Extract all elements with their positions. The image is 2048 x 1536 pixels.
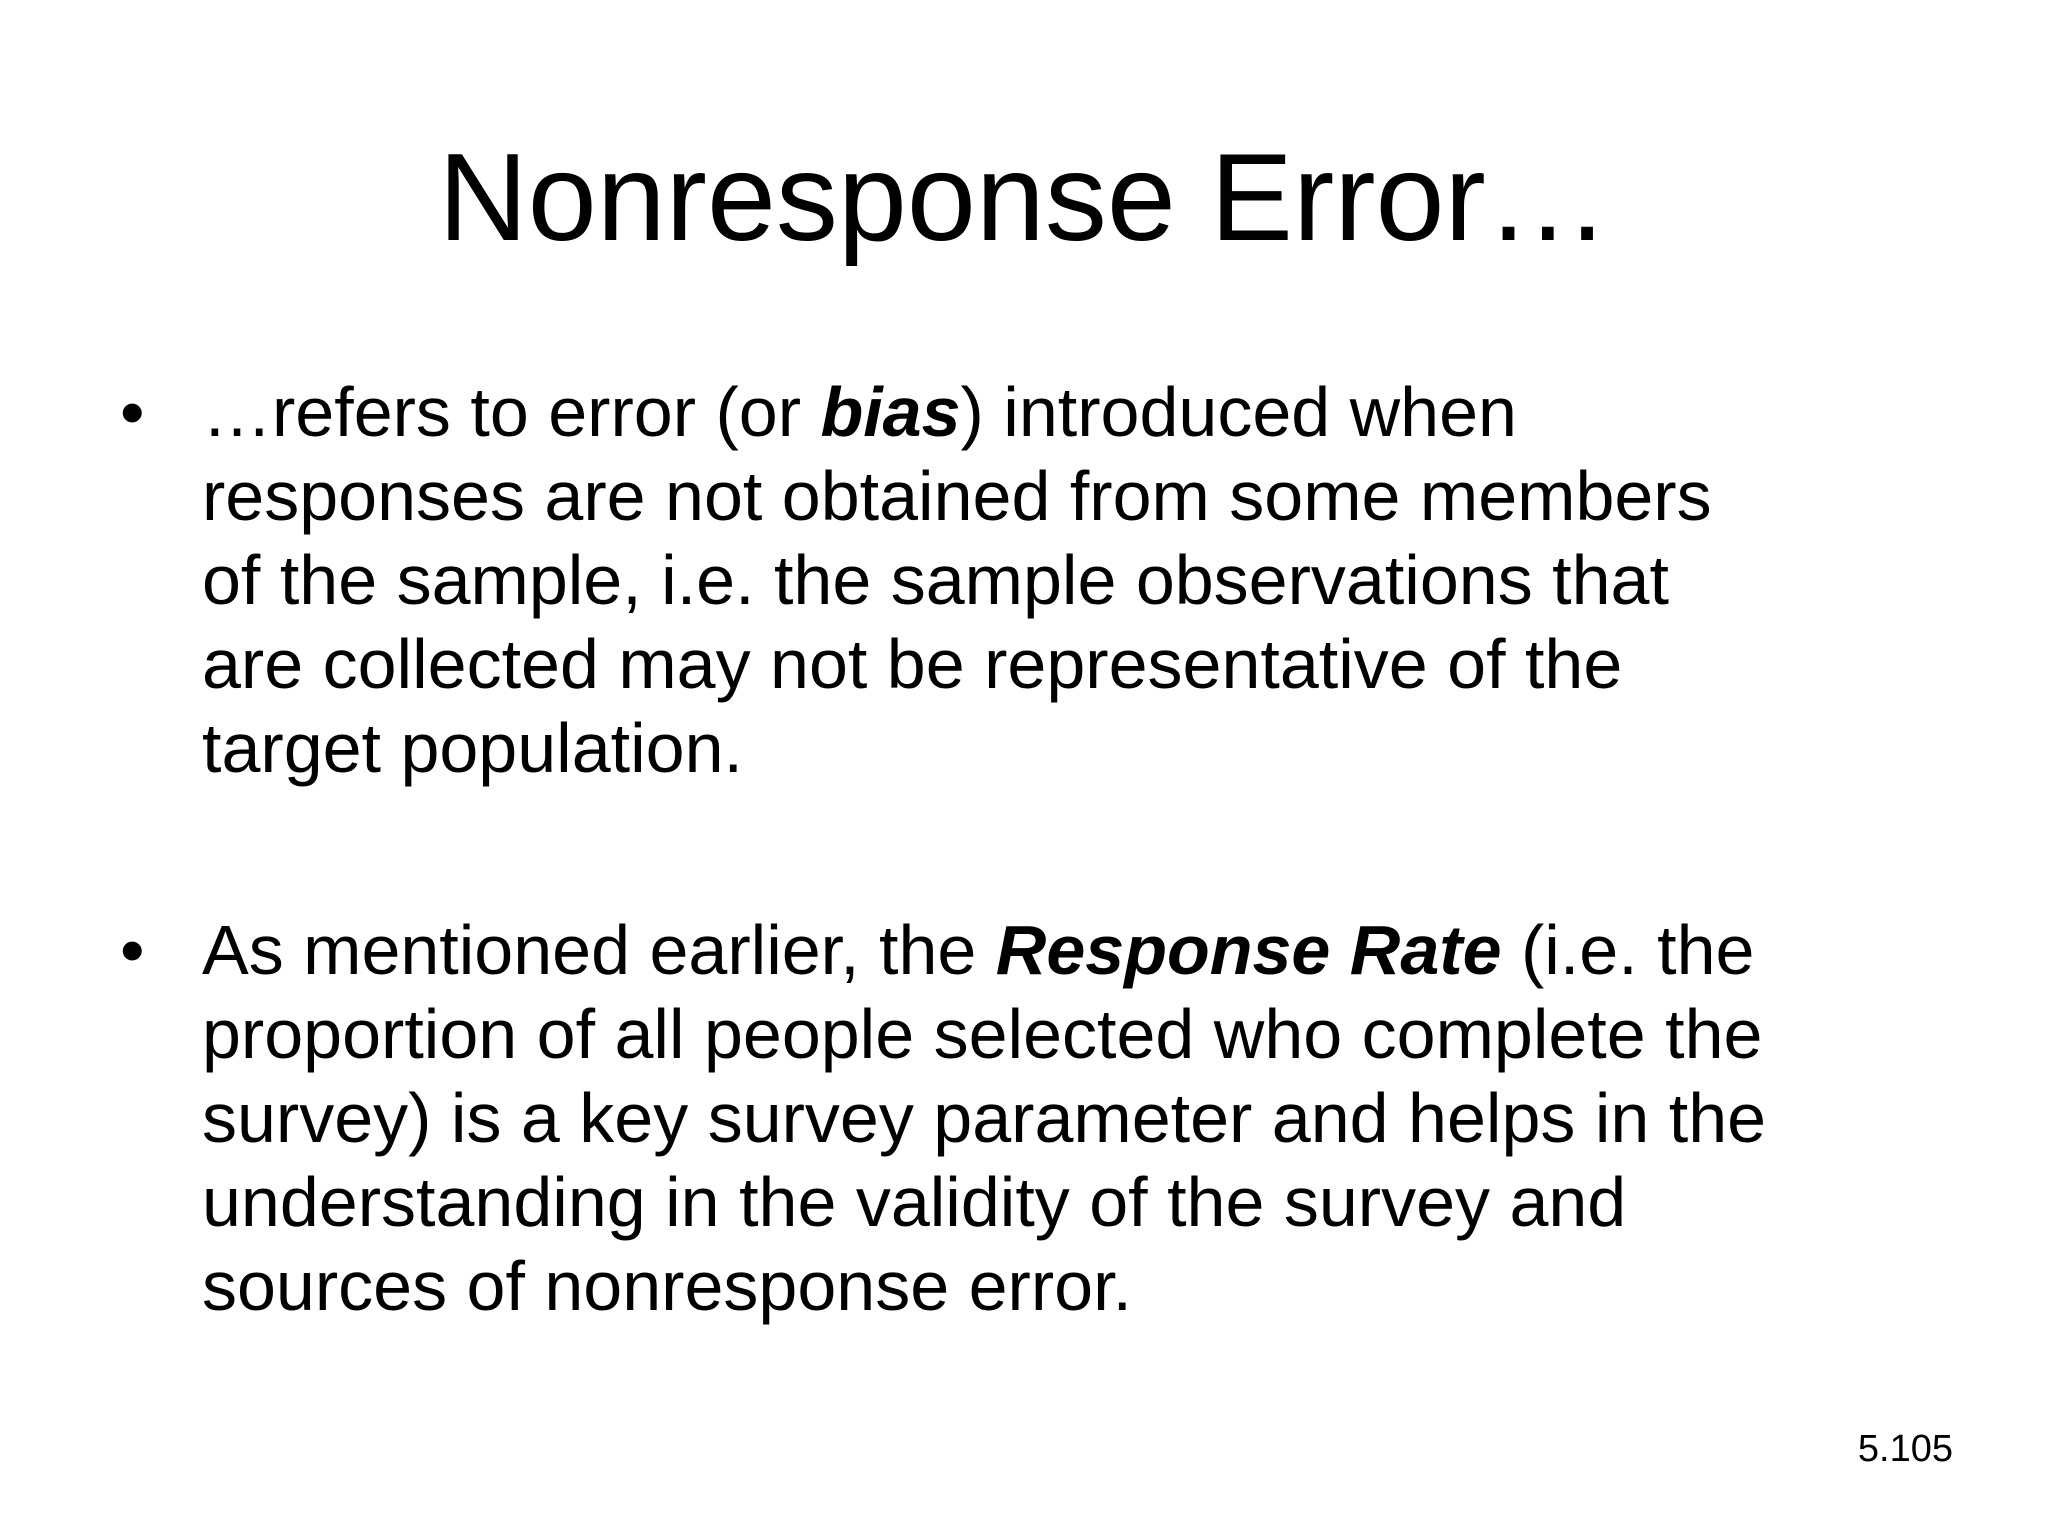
emphasized-term: bias (820, 373, 961, 451)
bullet-line: sources of nonresponse error. (202, 1247, 1132, 1325)
bullet-item-response-rate (120, 908, 1980, 1328)
bullet-line: target population. (202, 709, 743, 787)
bullet-line: of the sample, i.e. the sample observations that (202, 541, 1669, 619)
bullet-item-definition (120, 370, 1980, 790)
text-run: …refers to error (or (202, 373, 821, 451)
bullet-line (202, 370, 1980, 454)
text-run: As mentioned earlier, the (202, 911, 996, 989)
bullet-line: understanding in the validity of the survey and (202, 1163, 1627, 1241)
slide-title: Nonresponse Error… (438, 129, 1610, 267)
bullet-line: proportion of all people selected who complete the (202, 995, 1763, 1073)
bullet-line: are collected may not be representative of the (202, 625, 1623, 703)
bullet-line: survey) is a key survey parameter and helps in the (202, 1079, 1767, 1157)
bullet-icon: • (120, 373, 145, 451)
bullet-list (120, 370, 1980, 1328)
slide-number: 5.105 (1857, 1428, 1953, 1470)
bullet-line: responses are not obtained from some members (202, 457, 1712, 535)
bullet-icon: • (120, 911, 145, 989)
text-run: ) introduced when (960, 373, 1517, 451)
emphasized-term: Response Rate (995, 911, 1502, 989)
text-run: (i.e. the (1501, 911, 1755, 989)
bullet-line (202, 908, 1980, 992)
